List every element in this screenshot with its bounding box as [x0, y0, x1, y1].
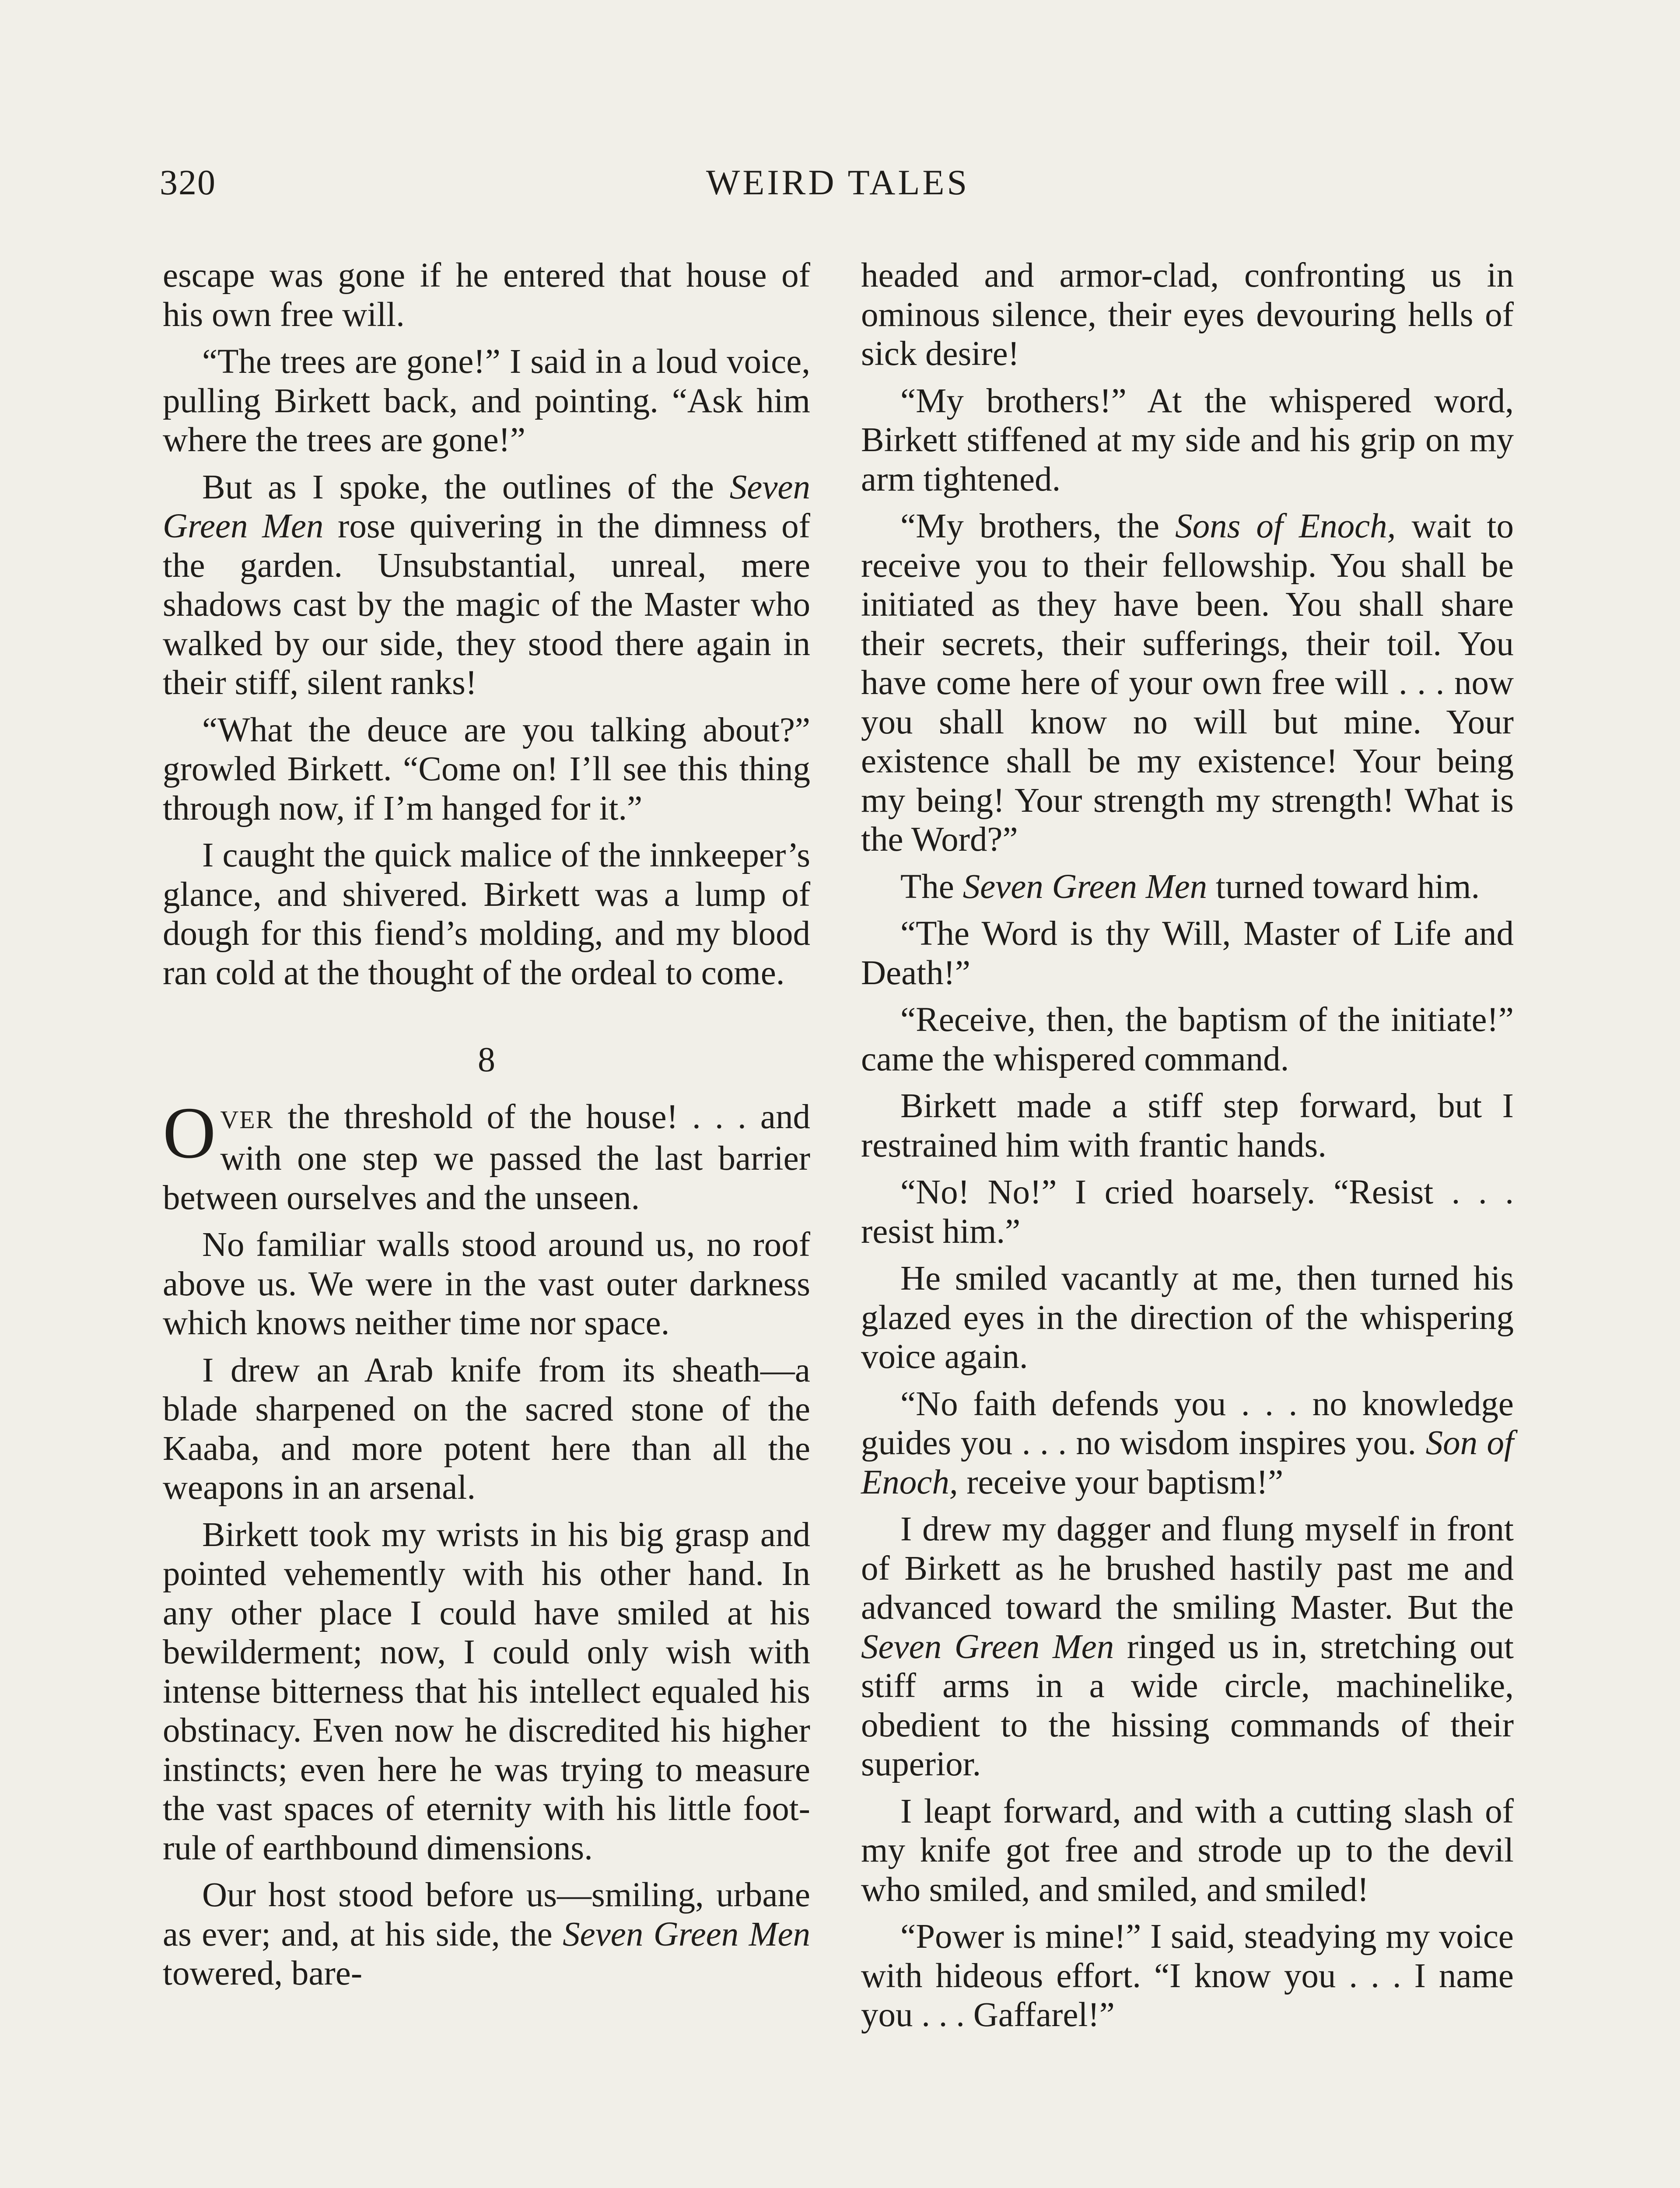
drop-cap: O — [163, 1092, 216, 1174]
paragraph: “What the deuce are you talking about?” growled Birkett. “Come on! I’ll see this thing through now, if I’m hanged for it.” — [163, 711, 810, 828]
paragraph: No familiar walls stood around us, no roof above us. We were in the vast outer darkness which knows neither time nor space. — [163, 1226, 810, 1342]
right-column — [861, 256, 1514, 2043]
paragraph: I caught the quick malice of the innkeeper’s glance, and shivered. Birkett was a lump of dough for this fiend’s molding, and my blood ran cold at the thought of the ordeal to come. — [163, 836, 810, 992]
paragraph: “The Word is thy Will, Master of Life and Death!” — [861, 915, 1514, 992]
left-column — [163, 256, 810, 2001]
paragraph: Our host stood before us—smiling, urbane as ever; and, at his side, the Seven Green Men towered, bare- — [163, 1876, 811, 1992]
page-number: 320 — [160, 162, 216, 202]
paragraph: He smiled vacantly at me, then turned his glazed eyes in the direction of the whispering voice again. — [861, 1259, 1514, 1376]
paragraph: “Receive, then, the baptism of the initiate!” came the whispered command. — [861, 1001, 1514, 1078]
paragraph: “My brothers!” At the whispered word, Birkett stiffened at my side and his grip on my arm tightened. — [861, 382, 1514, 498]
section-number: 8 — [478, 1041, 495, 1079]
running-title: WEIRD TALES — [706, 162, 970, 202]
paragraph: The Seven Green Men turned toward him. — [900, 867, 1480, 906]
paragraph: I drew my dagger and flung myself in front of Birkett as he brushed hastily past me and advanced toward the smiling Master. But the Seven Green Men ringed us in, stretching out stiff arms in a wide circle, machinelike, obedient to the hissing commands of their superior. — [861, 1510, 1514, 1783]
paragraph-opening: OVER the threshold of the house! . . . and with one step we passed the last barrier between ourselves and the unseen. — [163, 1092, 810, 1217]
paragraph: “The trees are gone!” I said in a loud voice, pulling Birkett back, and pointing. “Ask him where the trees are gone!” — [163, 343, 810, 459]
paragraph: “No! No!” I cried hoarsely. “Resist . . . resist him.” — [861, 1173, 1514, 1251]
paragraph: “Power is mine!” I said, steadying my voice with hideous effort. “I know you . . . I name you . . . Gaffarel!” — [861, 1918, 1514, 2034]
paragraph: Birkett made a stiff step forward, but I restrained him with frantic hands. — [861, 1087, 1514, 1164]
paragraph: “My brothers, the Sons of Enoch, wait to receive you to their fellowship. You shall be initiated as they have been. You shall share their secrets, their sufferings, their toil. You have come here of your own free will . . . now you shall know no will but mine. Your existence shall be my existence! Your being my being! Your strength my strength! What is the Word?” — [861, 507, 1514, 859]
paragraph: I drew an Arab knife from its sheath—a blade sharpened on the sacred stone of the Kaaba, and more potent here than all the weapons in an arsenal. — [163, 1351, 810, 1507]
paragraph: Birkett took my wrists in his big grasp and pointed vehemently with his other hand. In any other place I could have smiled at his bewilderment; now, I could only wish with intense bitterness that his intellect equaled his obstinacy. Even now he discredited his higher instincts; even here he was trying to measure the vast spaces of eternity with his little foot-rule of earthbound dimensions. — [163, 1515, 810, 1867]
paragraph: “No faith defends you . . . no knowledge guides you . . . no wisdom inspires you. Son of Enoch, receive your baptism!” — [861, 1385, 1514, 1501]
paragraph: But as I spoke, the outlines of the Seven Green Men rose quivering in the dimness of the garden. Unsubstantial, unreal, mere shadows cast by the magic of the Master who walked by our side, they stood there again in their stiff, silent ranks! — [163, 468, 810, 702]
paragraph: headed and armor-clad, confronting us in ominous silence, their eyes devouring hells of sick desire! — [861, 256, 1514, 373]
paragraph: escape was gone if he entered that house of his own free will. — [163, 256, 810, 334]
paragraph: I leapt forward, and with a cutting slash of my knife got free and strode up to the devil who smiled, and smiled, and smiled! — [861, 1792, 1514, 1909]
page-header — [160, 162, 1516, 210]
